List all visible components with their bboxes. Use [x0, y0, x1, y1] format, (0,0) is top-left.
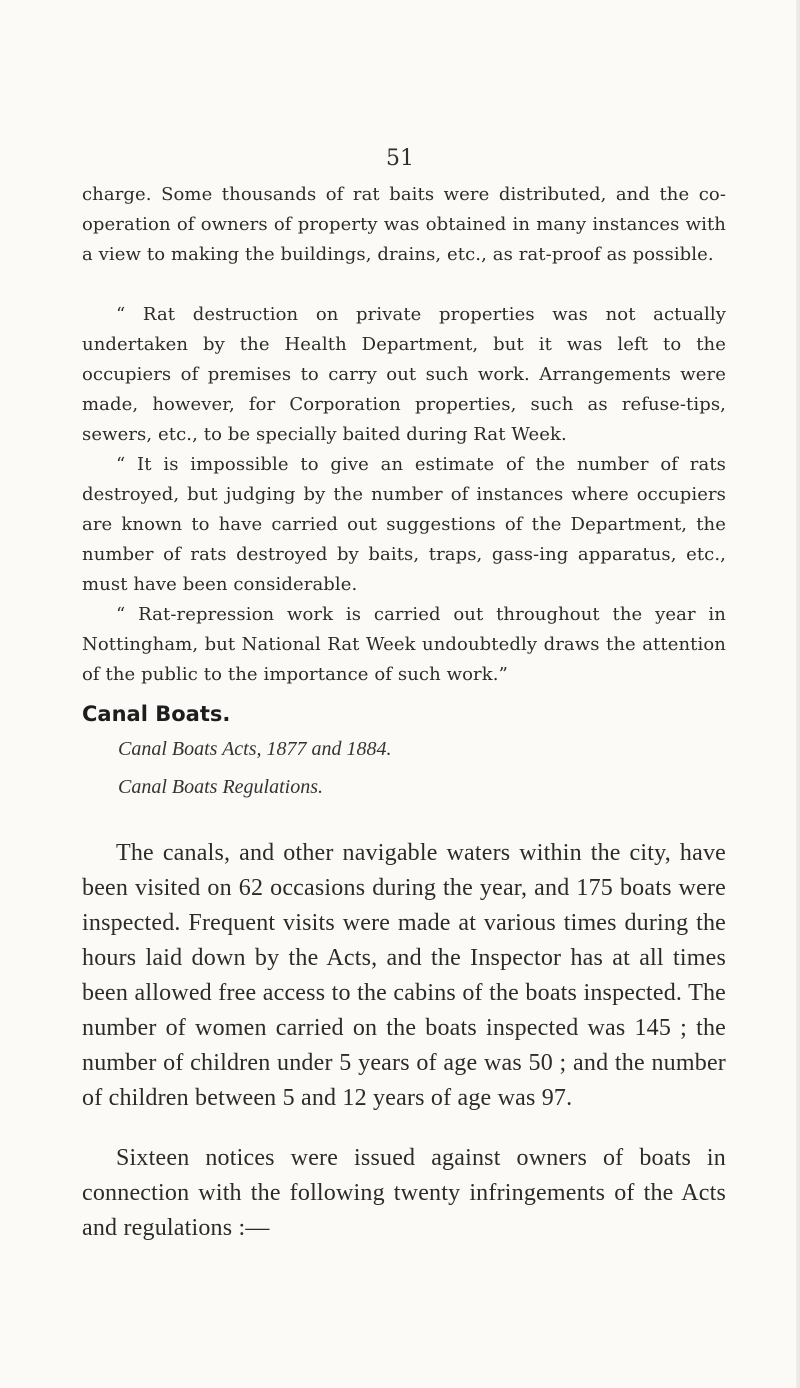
section-heading: Canal Boats.: [82, 702, 231, 726]
paragraph-rat-repression: “ Rat-repression work is carried out throughout the year in Nottingham, but National Rat Week undoubtedly draws the attention of the public to the importance of such work.”: [82, 604, 726, 685]
section-subheading-regulations: Canal Boats Regulations.: [118, 776, 323, 798]
paragraph-canal-inspection: The canals, and other navigable waters within the city, have been visited on 62 occasions during the year, and 175 boats were inspected. Frequent visits were made at various times during the hours laid down by the Acts, and the Inspector has at all times been allowed free access to the cabins of the boats inspected. The number of women carried on the boats inspected was 145 ; the number of children under 5 years of age was 50 ; and the number of children between 5 and 12 years of age was 97.: [82, 840, 726, 1111]
page-number: 51: [386, 146, 414, 171]
paragraph-notices: Sixteen notices were issued against owners of boats in connection with the following twenty infringements of the Acts and regulations :—: [82, 1145, 726, 1241]
paragraph-rat-destruction: “ Rat destruction on private properties was not actually undertaken by the Health Department, but it was left to the occupiers of premises to carry out such work. Arrangements were made, however, for Corporation properties, such as refuse-tips, sewers, etc., to be specially baited during Rat Week.: [82, 304, 726, 445]
paragraph-rat-estimate: “ It is impossible to give an estimate of the number of rats destroyed, but judging by the number of instances where occupiers are known to have carried out suggestions of the Department, the number of rats destroyed by baits, traps, gass-ing apparatus, etc., must have been considerable.: [82, 454, 726, 595]
paragraph-rat-baits: charge. Some thousands of rat baits were distributed, and the co-operation of owners of property was obtained in many instances with a view to making the buildings, drains, etc., as rat-proof as possible.: [82, 184, 726, 265]
page-edge: [796, 0, 800, 1388]
section-subheading-acts: Canal Boats Acts, 1877 and 1884.: [118, 738, 392, 760]
